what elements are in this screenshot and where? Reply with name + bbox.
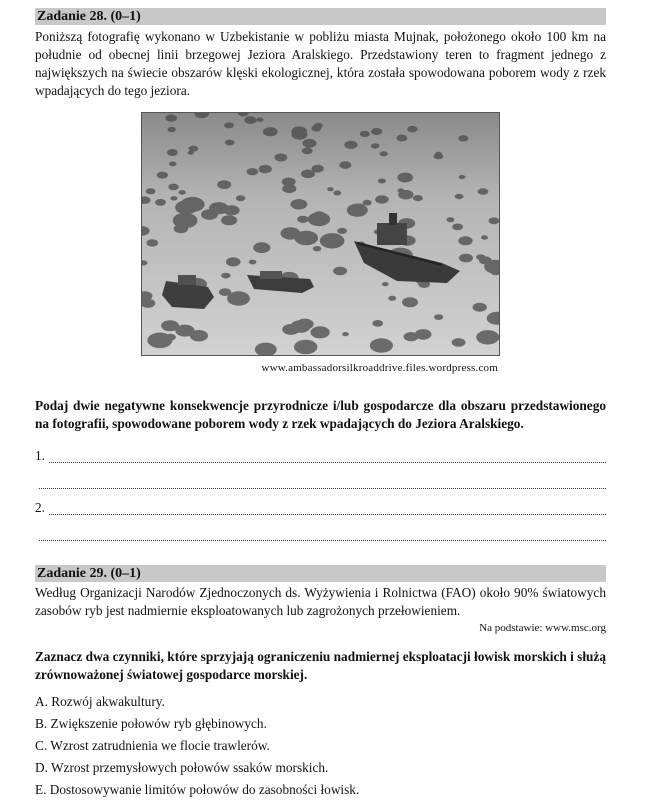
option-e[interactable]: E. Dostosowywanie limitów połowów do zasobności łowisk. [35, 782, 360, 797]
answer-line-1b[interactable] [35, 469, 606, 495]
task29-header: Zadanie 29. (0–1) [35, 565, 606, 582]
option-d[interactable]: D. Wzrost przemysłowych połowów ssaków morskich. [35, 760, 329, 775]
aral-sea-photo [141, 112, 500, 356]
answer-line-1[interactable]: 1. [35, 443, 606, 469]
answer-line-2[interactable]: 2. [35, 495, 606, 521]
answer-line-2b[interactable] [35, 521, 606, 547]
option-c[interactable]: C. Wzrost zatrudnienia we flocie trawlerów. [35, 738, 270, 753]
task28-header: Zadanie 28. (0–1) [35, 8, 606, 25]
option-b[interactable]: B. Zwiększenie połowów ryb głębinowych. [35, 716, 267, 731]
option-a[interactable]: A. Rozwój akwakultury. [35, 694, 165, 709]
task29-source: Na podstawie: www.msc.org [479, 622, 606, 634]
task28-intro: Poniższą fotografię wykonano w Uzbekistanie w pobliżu miasta Mujnak, położonego około 100 km na południe od obecnej linii brzegowej Jeziora Aralskiego. Przedstawiony teren to fragment jednego z największych na świecie obszarów klęski ekologicznej, która została spowodowana poborem wody z rzek wpadających do tego jeziora. [35, 29, 606, 98]
task29-question: Zaznacz dwa czynniki, które sprzyjają ograniczeniu nadmiernej eksploatacji łowisk morskich i służą zrównoważonej światowej gospodarce morskiej. [35, 649, 606, 682]
exam-page [35, 8, 606, 801]
photo-credit: www.ambassadorsilkroaddrive.files.wordpress.com [261, 362, 498, 374]
task29-intro: Według Organizacji Narodów Zjednoczonych ds. Wyżywienia i Rolnictwa (FAO) około 90% światowych zasobów ryb jest nadmiernie eksploatowanych lub zagrożonych przełowieniem. [35, 585, 606, 618]
task28-question: Podaj dwie negatywne konsekwencje przyrodnicze i/lub gospodarcze dla obszaru przedstawionego na fotografii, spowodowane poborem wody z rzek wpadających do Jeziora Aralskiego. [35, 398, 606, 431]
answer-area [35, 443, 606, 547]
options-list [35, 691, 606, 801]
